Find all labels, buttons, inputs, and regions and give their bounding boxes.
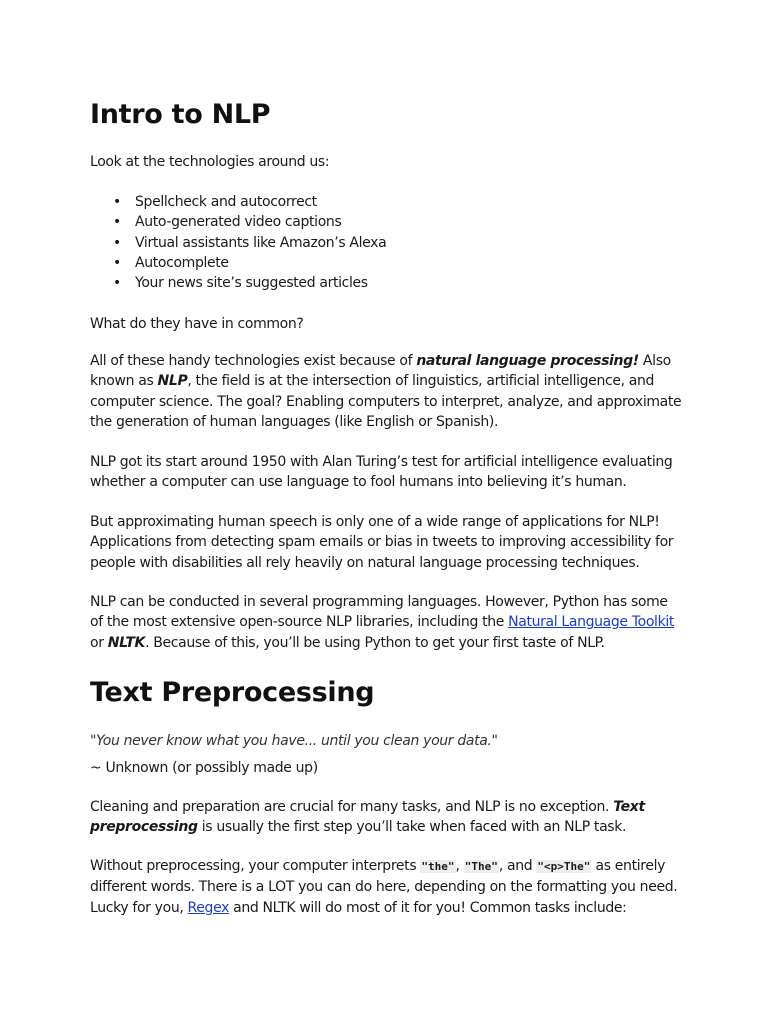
preprocessing-paragraph <box>90 797 682 838</box>
regex-link[interactable]: Regex <box>187 899 230 916</box>
question-paragraph: What do they have in common? <box>90 316 304 332</box>
text-run: as entirely different words. There is a LOT you can do here, depending on the formatting you need. Lucky for you, <box>90 858 678 916</box>
nlp-definition-paragraph <box>90 351 682 432</box>
technology-list <box>90 192 727 293</box>
section-heading-intro: Intro to NLP <box>90 99 271 130</box>
applications-paragraph: But approximating human speech is only one of a wide range of applications for NLP! Applications from detecting spam emails or bias in tweets to improving accessibility for people with disabilities all rely heavily on natural language processing techniques. <box>90 514 674 571</box>
history-paragraph: NLP got its start around 1950 with Alan Turing’s test for artificial intelligence evaluating whether a computer can use language to fool humans into believing it’s human. <box>90 454 673 491</box>
code-the-capital: "The" <box>464 860 498 873</box>
intro-lead: Look at the technologies around us: <box>90 154 330 170</box>
list-item: • Your news site’s suggested articles <box>135 273 727 293</box>
text-run: and NLTK will do most of it for you! Common tasks include: <box>229 899 627 916</box>
quote-attribution: ~ Unknown (or possibly made up) <box>90 760 318 776</box>
emphasis-nlp-full: natural language processing! <box>416 353 639 369</box>
quote: "You never know what you have... until you clean your data." <box>90 733 498 749</box>
text-run: is usually the first step you’ll take when faced with an NLP task. <box>197 819 627 836</box>
emphasis-nlp-short: NLP <box>157 373 188 390</box>
section-heading-text-preprocessing: Text Preprocessing <box>90 677 375 708</box>
text-run: . Because of this, you’ll be using Python to get your first taste of NLP. <box>145 634 605 651</box>
without-preprocessing-paragraph <box>90 856 682 918</box>
code-the-lower: "the" <box>421 860 455 873</box>
text-run: , the field is at the intersection of linguistics, artificial intelligence, and computer science. The goal? Enabling computers to interpret, analyze, and approximate the generation of human languages (like English or Spanish). <box>90 373 682 430</box>
list-item: • Virtual assistants like Amazon’s Alexa <box>135 233 727 253</box>
text-run: , and <box>498 858 537 874</box>
list-item: • Spellcheck and autocorrect <box>135 192 727 212</box>
text-run: Also known as <box>90 353 671 390</box>
emphasis-text-preprocessing: Text preprocessing <box>90 799 645 836</box>
text-run: Cleaning and preparation are crucial for many tasks, and NLP is no exception. <box>90 799 614 815</box>
nltk-link[interactable]: Natural Language Toolkit <box>508 614 675 631</box>
text-run: All of these handy technologies exist because of <box>90 353 417 369</box>
text-run: NLP can be conducted in several programming languages. However, Python has some of the most extensive open-source NLP libraries, including the <box>90 594 668 631</box>
code-p-the: "<p>The" <box>537 860 591 873</box>
list-item: • Auto-generated video captions <box>135 212 727 232</box>
list-item: • Autocomplete <box>135 253 727 273</box>
emphasis-nltk: NLTK <box>107 634 146 651</box>
text-run: Without preprocessing, your computer interprets <box>90 858 421 874</box>
python-paragraph <box>90 592 682 653</box>
text-run: , <box>455 858 464 874</box>
text-run: or <box>90 634 108 651</box>
